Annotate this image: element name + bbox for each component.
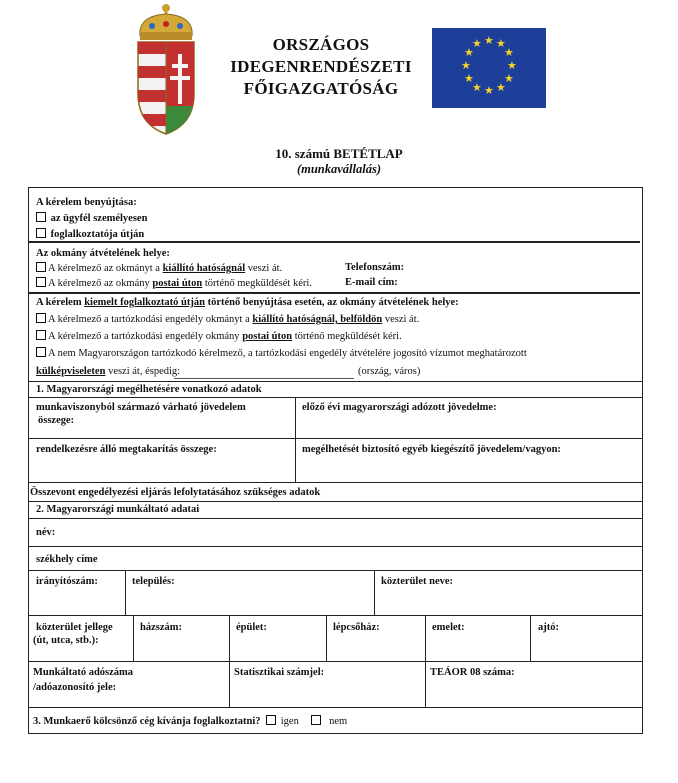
- stat-no-label: Statisztikai számjel:: [234, 667, 325, 678]
- no-checkbox[interactable]: [311, 715, 321, 725]
- staircase-field[interactable]: [327, 637, 424, 660]
- employer-receipt-heading-c: történő benyújtása esetén, az okmány átvételének helye:: [204, 297, 459, 308]
- city-label: település:: [132, 576, 175, 587]
- employer-receipt-heading: [36, 297, 459, 308]
- prev-income-label: előző évi magyarországi adózott jövedelme:: [302, 402, 497, 413]
- employer-receipt-heading-a: A kérelem: [36, 297, 85, 308]
- section2-heading: 2. Magyarországi munkáltató adatai: [36, 504, 200, 515]
- receipt-opt1-tail: veszi át.: [245, 263, 283, 274]
- coat-of-arms-icon: [128, 2, 204, 136]
- employer-abroad-checkbox[interactable]: [36, 347, 46, 357]
- house-no-field[interactable]: [134, 637, 228, 660]
- expected-income-label-1: munkaviszonyból származó várható jövedelem: [36, 402, 246, 413]
- building-field[interactable]: [230, 637, 325, 660]
- section3-question: 3. Munkaerő kölcsönző cég kívánja foglalkoztatni?: [33, 716, 261, 727]
- combined-procedure-note: Összevont engedélyezési eljárás lefolytatásához szükséges adatok: [30, 487, 321, 498]
- submission-option-personal-label: az ügyfél személyesen: [50, 213, 148, 224]
- yes-label: igen: [280, 716, 299, 727]
- section1-heading: 1. Magyarországi megélhetésére vonatkozó adatok: [36, 384, 262, 395]
- org-name-line1: ORSZÁGOS: [272, 35, 370, 54]
- staircase-label: lépcsőház:: [333, 622, 380, 633]
- receipt-option-authority[interactable]: [36, 262, 282, 274]
- expected-income-field[interactable]: [29, 428, 294, 437]
- savings-label: rendelkezésre álló megtakarítás összege:: [36, 444, 217, 455]
- other-income-field[interactable]: [296, 458, 642, 481]
- receipt-heading: Az okmány átvételének helye:: [36, 248, 170, 259]
- receipt-opt2-emph: postai úton: [152, 278, 203, 289]
- country-city-input-line[interactable]: [174, 378, 354, 379]
- tax-no-label-1: Munkáltató adószáma: [33, 667, 134, 678]
- door-field[interactable]: [531, 637, 642, 660]
- street-name-field[interactable]: [375, 590, 642, 614]
- personal-checkbox[interactable]: [36, 212, 46, 222]
- employer-opt3-text: A nem Magyarországon tartózkodó kérelmező, a tartózkodási engedély átvételére jogosító vízumot meghatározott: [48, 348, 527, 359]
- employer-authority-checkbox[interactable]: [36, 313, 46, 323]
- house-no-label: házszám:: [140, 622, 182, 633]
- building-label: épület:: [236, 622, 267, 633]
- submission-heading: A kérelem benyújtása:: [36, 197, 137, 208]
- employer-receipt-option-post[interactable]: [36, 330, 402, 342]
- receipt-opt1-text: A kérelmező az okmányt a: [48, 263, 163, 274]
- floor-label: emelet:: [432, 622, 465, 633]
- receipt-opt1-emph: kiállító hatóságnál: [162, 263, 246, 274]
- employer-name-field[interactable]: [70, 520, 640, 544]
- employer-opt2-emph: postai úton: [242, 331, 293, 342]
- submission-option-employer-label: foglalkoztatója útján: [50, 229, 145, 240]
- employer-abroad-cont: [36, 366, 180, 377]
- abroad-consulate-label: külképviseleten: [36, 366, 106, 377]
- no-label: nem: [329, 716, 348, 727]
- receipt-opt2-tail: történő megküldését kéri.: [202, 278, 312, 289]
- receipt-opt2-text: A kérelmező az okmány: [48, 278, 153, 289]
- prev-income-field[interactable]: [296, 415, 642, 437]
- expected-income-label-2: összege:: [38, 415, 75, 426]
- employer-opt2-tail: történő megküldését kéri.: [292, 331, 402, 342]
- zip-field[interactable]: [29, 590, 124, 614]
- employer-opt2-text: A kérelmező a tartózkodási engedély okmány: [48, 331, 243, 342]
- floor-field[interactable]: [426, 637, 529, 660]
- employer-receipt-heading-b: kiemelt foglalkoztató útján: [84, 297, 205, 308]
- employer-opt1-emph: kiállító hatóságnál, belföldön: [252, 314, 383, 325]
- tax-no-label-2: /adóazonosító jele:: [33, 682, 117, 693]
- teaor-label: TEÁOR 08 száma:: [430, 667, 515, 678]
- employer-name-label: név:: [36, 527, 56, 538]
- zip-label: irányítószám:: [36, 576, 98, 587]
- yes-checkbox[interactable]: [266, 715, 276, 725]
- employer-checkbox[interactable]: [36, 228, 46, 238]
- other-income-label: megélhetését biztosító egyéb kiegészítő jövedelem/vagyon:: [302, 444, 561, 455]
- street-name-label: közterület neve:: [381, 576, 454, 587]
- section3-row: [33, 715, 347, 727]
- org-name-line3: FŐIGAZGATÓSÁG: [243, 79, 399, 98]
- teaor-field[interactable]: [426, 682, 642, 706]
- receipt-post-checkbox[interactable]: [36, 277, 46, 287]
- employer-receipt-option-authority[interactable]: [36, 313, 419, 325]
- email-label: E-mail cím:: [345, 277, 398, 288]
- receipt-option-post[interactable]: [36, 277, 312, 289]
- form-title: 10. számú BETÉTLAP: [275, 146, 403, 161]
- abroad-cont-text: veszi át, éspedig:: [105, 366, 181, 377]
- door-label: ajtó:: [538, 622, 559, 633]
- street-type-label-2: (út, utca, stb.):: [33, 635, 99, 646]
- employer-post-checkbox[interactable]: [36, 330, 46, 340]
- street-type-label-1: közterület jellege: [36, 622, 113, 633]
- employer-receipt-option-abroad[interactable]: [36, 347, 527, 359]
- employer-opt1-text: A kérelmező a tartózkodási engedély okmányt a: [48, 314, 253, 325]
- phone-label: Telefonszám:: [345, 262, 405, 273]
- city-field[interactable]: [126, 590, 373, 614]
- submission-option-personal[interactable]: [36, 212, 147, 224]
- eu-flag-icon: ★ ★ ★ ★ ★ ★ ★ ★ ★ ★ ★ ★: [432, 28, 546, 108]
- receipt-authority-checkbox[interactable]: [36, 262, 46, 272]
- submission-option-employer[interactable]: [36, 228, 144, 240]
- savings-field[interactable]: [29, 458, 294, 481]
- form-subtitle: (munkavállalás): [296, 162, 382, 176]
- stat-no-field[interactable]: [230, 682, 424, 706]
- org-name-line2: IDEGENRENDÉSZETI: [230, 57, 412, 76]
- country-city-hint: (ország, város): [358, 366, 421, 377]
- employer-opt1-tail: veszi át.: [382, 314, 420, 325]
- employer-seat-label: székhely címe: [36, 554, 98, 565]
